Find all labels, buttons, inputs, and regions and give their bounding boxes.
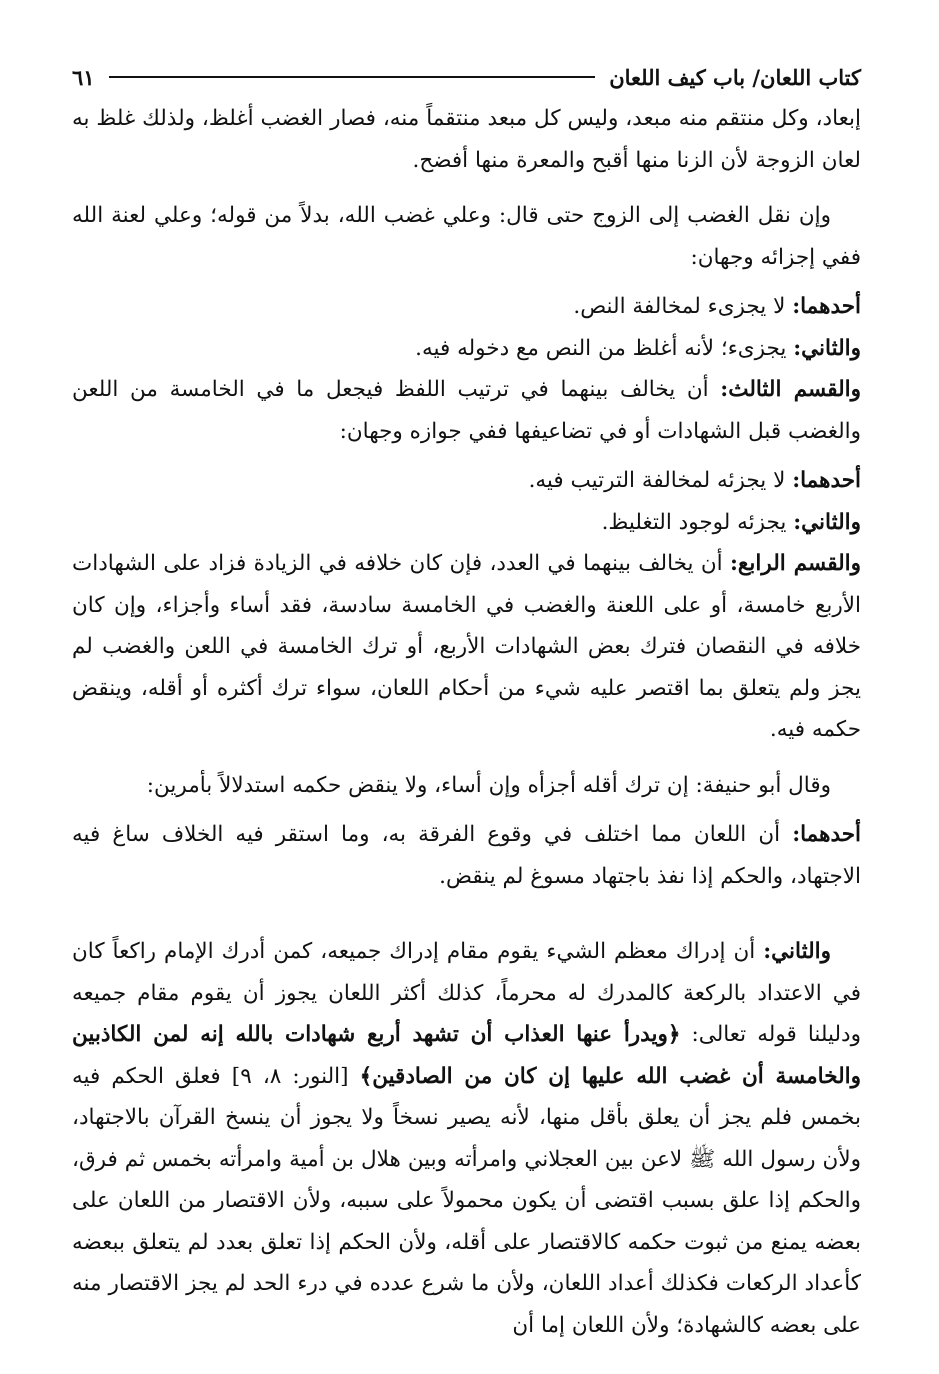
paragraph-3-label: أحدهما: [792, 294, 861, 319]
page-number: ٦١ [72, 64, 95, 90]
paragraph-7-label: والثاني: [793, 509, 861, 535]
paragraph-5-text: أن يخالف بينهما في ترتيب اللفظ فيجعل ما في الخامسة من اللعن والغضب قبل الشهادات أو في تضاعيفها ففي جوازه وجهان: [72, 377, 861, 444]
paragraph-4 [72, 328, 861, 370]
paragraph-6-text: لا يجزئه لمخالفة الترتيب فيه. [528, 468, 793, 493]
running-header [72, 58, 861, 96]
paragraph-3 [72, 286, 861, 328]
paragraph-10-text: أن اللعان مما اختلف في وقوع الفرقة به، وما استقر فيه الخلاف ساغ فيه الاجتهاد، والحكم إذا نفذ باجتهاد مسوغ لم ينقض. [72, 822, 861, 889]
paragraph-8-label: والقسم الرابع: [730, 551, 862, 576]
paragraph-11-text-b: [النور: ٨، ٩] فعلق الحكم فيه بخمس فلم يجز أن يعلق بأقل منها، لأنه يصير نسخاً ولا يجوز أن ينسخ القرآن بالاجتهاد، ولأن رسول الله ﷺ لاعن بين العجلاني وامرأته وبين هلال بن أمية وامرأته بخمس ثم فرق، والحكم إذا علق بسبب اقتضى أن يكون محمولاً على سببه، ولأن الاقتصار من اللعان على بعضه يمنع من ثبوت حكمه كالاقتصار على أقله، ولأن الحكم إذا تعلق بعدد لم يتعلق ببعضه كأعداد الركعات فكذلك أعداد اللعان، ولأن ما شرع عدده في درء الحد لم يجز الاقتصار منه على بعضه كالشهادة؛ ولأن اللعان إما أن [72, 1063, 861, 1338]
paragraph-11-label: والثاني: [763, 939, 831, 964]
paragraph-3-text: لا يجزىء لمخالفة النص. [573, 294, 793, 319]
paragraph-10-label: أحدهما: [792, 822, 861, 847]
paragraph-5-label: والقسم الثالث: [720, 377, 862, 402]
paragraph-1: إبعاد، وكل منتقم منه مبعد، وليس كل مبعد منتقماً منه، فصار الغضب أغلظ، ولذلك غلظ به لعان الزوجة لأن الزنا منها أقبح والمعرة منها أفضح. [72, 106, 861, 173]
paragraph-6 [72, 460, 861, 502]
quran-quote: ﴿ويدرأ عنها العذاب أن تشهد أربع شهادات بالله إنه لمن الكاذبين والخامسة أن غضب الله عليها إن كان من الصادقين﴾ [72, 1022, 862, 1089]
paragraph-8-text: أن يخالف بينهما في العدد، فإن كان خلافه في الزيادة فزاد على الشهادات الأربع خامسة، أو على اللعنة والغضب في الخامسة سادسة، فقد أساء وأجزاء، وإن كان خلافه في النقصان فترك بعض الشهادات الأربع، أو ترك الخامسة في اللعن والغضب لم يجز ولم يتعلق بما اقتصر عليه شيء من أحكام اللعان، سواء ترك أكثره أو أقله، وينقض حكمه فيه. [72, 551, 861, 742]
header-rule [109, 76, 596, 78]
paragraph-9: وقال أبو حنيفة: إن ترك أقله أجزأه وإن أساء، ولا ينقض حكمه استدلالاً بأمرين: [146, 772, 831, 798]
paragraph-2: وإن نقل الغضب إلى الزوج حتى قال: وعلي غضب الله، بدلاً من قوله؛ وعلي لعنة الله ففي إجزائه وجهان: [72, 203, 861, 270]
paragraph-6-label: أحدهما: [792, 468, 861, 493]
paragraph-7-text: يجزئه لوجود التغليظ. [601, 509, 794, 535]
chapter-title: كتاب اللعان/ باب كيف اللعان [609, 64, 861, 90]
paragraph-11-text-a: أن إدراك معظم الشيء يقوم مقام إدراك جميعه، كمن أدرك الإمام راكعاً كان في الاعتداد بالركعة كالمدرك له محرماً، كذلك أكثر اللعان يجوز أن يقوم مقام جميعه ودليلنا قوله تعالى: [72, 939, 861, 1047]
paragraph-5 [72, 369, 861, 452]
body-text [72, 98, 861, 1346]
paragraph-11 [72, 931, 861, 1346]
paragraph-10 [72, 814, 861, 897]
paragraph-4-text: يجزىء؛ لأنه أغلظ من النص مع دخوله فيه. [415, 335, 794, 361]
paragraph-4-label: والثاني: [793, 335, 861, 361]
paragraph-8 [72, 543, 861, 751]
paragraph-7 [72, 502, 861, 544]
